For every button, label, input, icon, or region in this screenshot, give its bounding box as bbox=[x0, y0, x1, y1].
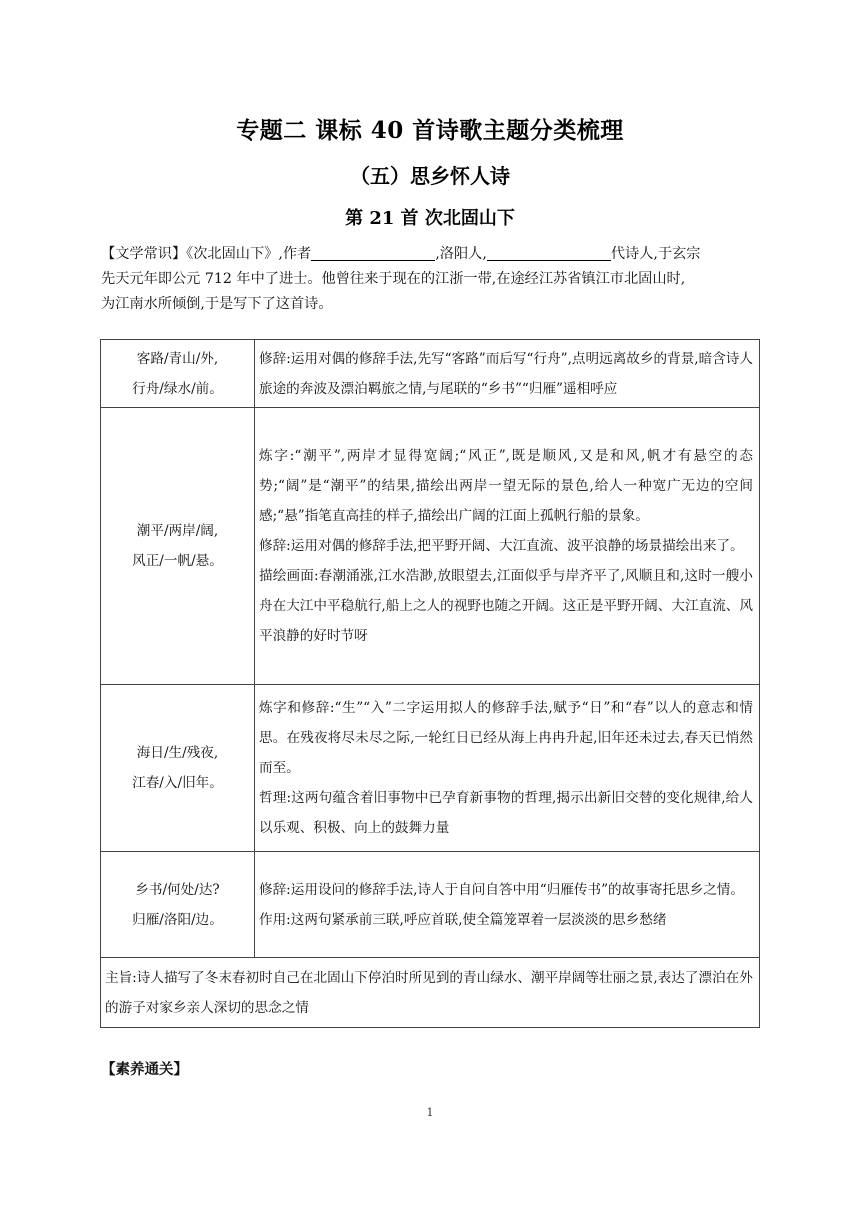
author-blank[interactable] bbox=[311, 244, 435, 261]
analysis-paragraph: 炼字和修辞:“生”“入”二字运用拟人的修辞手法,赋予“日”和“春”以人的意志和情思。在残夜将尽未尽之际,一轮红日已经从海上冉冉升起,旧年还未过去,春天已悄然而至。 bbox=[259, 700, 753, 776]
analysis-paragraph: 炼字:“潮平”,两岸才显得宽阔;“风正”,既是顺风,又是和风,帆才有悬空的态势;“阔”是“潮平”的结果,描绘出两岸一望无际的景色,给人一种宽广无边的空间感;“悬”指笔直高挂的样子,描绘出广阔的江面上孤帆行船的景象。 bbox=[259, 448, 753, 524]
analysis-cell bbox=[255, 408, 760, 685]
section-heading: 【素养通关】 bbox=[101, 1061, 188, 1078]
verse-line: 江春/入/旧年。 bbox=[132, 775, 223, 791]
analysis-paragraph: 修辞:运用设问的修辞手法,诗人于自问自答中用“归雁传书”的故事寄托思乡之情。 bbox=[259, 881, 744, 898]
intro-text-3: 代诗人,于玄宗 bbox=[610, 246, 701, 262]
poem-title: 第 21 首 次北固山下 bbox=[345, 208, 515, 229]
literary-knowledge bbox=[101, 242, 761, 317]
intro-line-3: 为江南水所倾倒,于是写下了这首诗。 bbox=[101, 296, 333, 312]
analysis-cell bbox=[255, 340, 760, 408]
analysis-paragraph: 修辞:运用对偶的修辞手法,把平野开阔、大江直流、波平浪静的场景描绘出来了。 bbox=[259, 538, 744, 554]
analysis-paragraph: 修辞:运用对偶的修辞手法,先写“客路”而后写“行舟”,点明远离故乡的背景,暗含诗人旅途的奔波及漂泊羁旅之情,与尾联的“乡书”“归雁”遥相呼应 bbox=[259, 350, 753, 397]
table-row bbox=[101, 852, 760, 958]
table-row bbox=[101, 340, 760, 408]
dynasty-blank[interactable] bbox=[487, 244, 611, 261]
analysis-cell bbox=[255, 685, 760, 852]
verse-line: 潮平/两岸/阔, bbox=[136, 523, 219, 539]
verse-line: 海日/生/残夜, bbox=[136, 745, 219, 761]
verse-cell bbox=[101, 340, 255, 408]
page-title: 专题二 课标 40 首诗歌主题分类梳理 bbox=[236, 117, 624, 144]
analysis-cell bbox=[255, 852, 760, 958]
verse-line: 客路/青山/外, bbox=[136, 350, 219, 367]
intro-label: 【文学常识】 bbox=[101, 246, 187, 262]
verse-line: 行舟/绿水/前。 bbox=[132, 380, 223, 397]
intro-line-1 bbox=[101, 242, 761, 267]
intro-text-2: ,洛阳人, bbox=[435, 246, 487, 262]
analysis-paragraph: 描绘画面:春潮涌涨,江水浩渺,放眼望去,江面似乎与岸齐平了,风顺且和,这时一艘小舟在大江中平稳航行,船上之人的视野也随之开阔。这正是平野开阔、大江直流、风平浪静的好时节呀 bbox=[259, 568, 753, 644]
verse-line: 乡书/何处/达? bbox=[135, 881, 220, 898]
verse-cell bbox=[101, 852, 255, 958]
verse-line: 归雁/洛阳/边。 bbox=[132, 911, 223, 928]
verse-cell bbox=[101, 408, 255, 685]
table-row bbox=[101, 958, 760, 1028]
poem-analysis-table bbox=[100, 339, 760, 1028]
analysis-paragraph: 哲理:这两句蕴含着旧事物中已孕育新事物的哲理,揭示出新旧交替的变化规律,给人以乐观、积极、向上的鼓舞力量 bbox=[259, 790, 753, 836]
analysis-paragraph: 作用:这两句紧承前三联,呼应首联,使全篇笼罩着一层淡淡的思乡愁绪 bbox=[259, 911, 667, 928]
page-subtitle: （五）思乡怀人诗 bbox=[350, 164, 510, 188]
theme-cell: 主旨:诗人描写了冬末春初时自己在北固山下停泊时所见到的青山绿水、潮平岸阔等壮丽之景,表达了漂泊在外的游子对家乡亲人深切的思念之情 bbox=[101, 958, 760, 1028]
intro-text-1: 《次北固山下》,作者 bbox=[186, 246, 312, 262]
verse-line: 风正/一帆/悬。 bbox=[132, 553, 223, 569]
intro-line-2: 先天元年即公元 712 年中了进士。他曾往来于现在的江浙一带,在途经江苏省镇江市北固山时, bbox=[101, 271, 686, 287]
page-number: 1 bbox=[426, 1106, 434, 1119]
table-row bbox=[101, 685, 760, 852]
verse-cell bbox=[101, 685, 255, 852]
table-row bbox=[101, 408, 760, 685]
